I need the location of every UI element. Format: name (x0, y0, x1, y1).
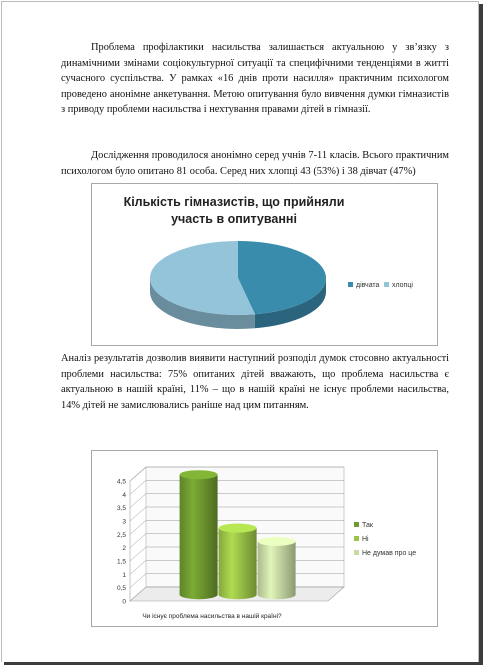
y-tick-label: 4,5 (116, 478, 126, 486)
legend-label-not-thought: Не думав про це (362, 550, 417, 557)
paragraph-analysis: Аналіз результатів дозволив виявити наступний розподіл думок стосовно актуальності проблеми насильства: 75% опитаних дітей вважають, що проблема насильства є актуальною в нашій країні, 11% – що в нашій країні не існує проблеми насильства, 14% дітей не замислювались раніше над цим питанням. (61, 353, 449, 411)
pie-chart-svg (92, 184, 437, 345)
page-shadow-right (479, 4, 483, 665)
pie-chart (91, 183, 438, 346)
y-tick-label: 3,5 (116, 505, 126, 513)
legend-label-girls: дівчата (356, 282, 380, 289)
pie-chart-title-line2: участь в опитуванні (171, 212, 297, 226)
bar-cylinder-top-2 (258, 537, 296, 546)
legend-swatch-no (354, 536, 359, 541)
pie-legend (348, 281, 413, 289)
legend-swatch-boys (384, 282, 389, 287)
bar-cylinder-top-0 (180, 470, 218, 479)
y-tick-label: 1,5 (116, 558, 126, 566)
bar-legend (354, 522, 416, 557)
legend-label-no: Ні (362, 536, 369, 543)
legend-swatch-not-thought (354, 550, 359, 555)
bar-cylinder-0 (180, 475, 218, 600)
y-tick-label: 0,5 (116, 585, 126, 593)
y-tick-label: 2 (122, 545, 126, 553)
y-tick-label: 2,5 (116, 531, 126, 539)
bar-chart-svg (92, 451, 437, 626)
legend-swatch-girls (348, 282, 353, 287)
legend-label-boys: хлопці (392, 282, 413, 289)
x-category-label: Чи існує проблема насильства в нашій країні? (142, 613, 282, 620)
legend-label-yes: Так (362, 522, 373, 529)
bar-cylinder-top-1 (219, 524, 257, 533)
bar-cylinder-1 (219, 528, 257, 599)
legend-swatch-yes (354, 522, 359, 527)
y-tick-label: 1 (122, 571, 126, 579)
pie-chart-title-line1: Кількість гімназистів, що прийняли (123, 195, 345, 209)
y-tick-label: 4 (122, 491, 126, 499)
bar-chart (91, 450, 438, 627)
paragraph-survey: Дослідження проводилося анонімно серед учнів 7-11 класів. Всього практичним психологом було опитано 81 особа. Серед них хлопці 43 (53%) і 38 дівчат (47%) (61, 150, 449, 177)
y-tick-label: 0 (122, 598, 126, 606)
bar-cylinder-2 (258, 541, 296, 599)
paragraph-intro: Проблема профілактики насильства залишається актуальною у зв’язку з динамічними змінами соціокультурної ситуації та специфічними тенденціями в житті сучасного суспільства. У рамках «16 днів проти насилля» практичним психологом проведено анонімне анкетування. Метою опитування було вивчення думки гімназистів з приводу проблеми насильства і нехтування правами дітей в гімназії. (61, 42, 449, 116)
y-tick-label: 3 (122, 518, 126, 526)
